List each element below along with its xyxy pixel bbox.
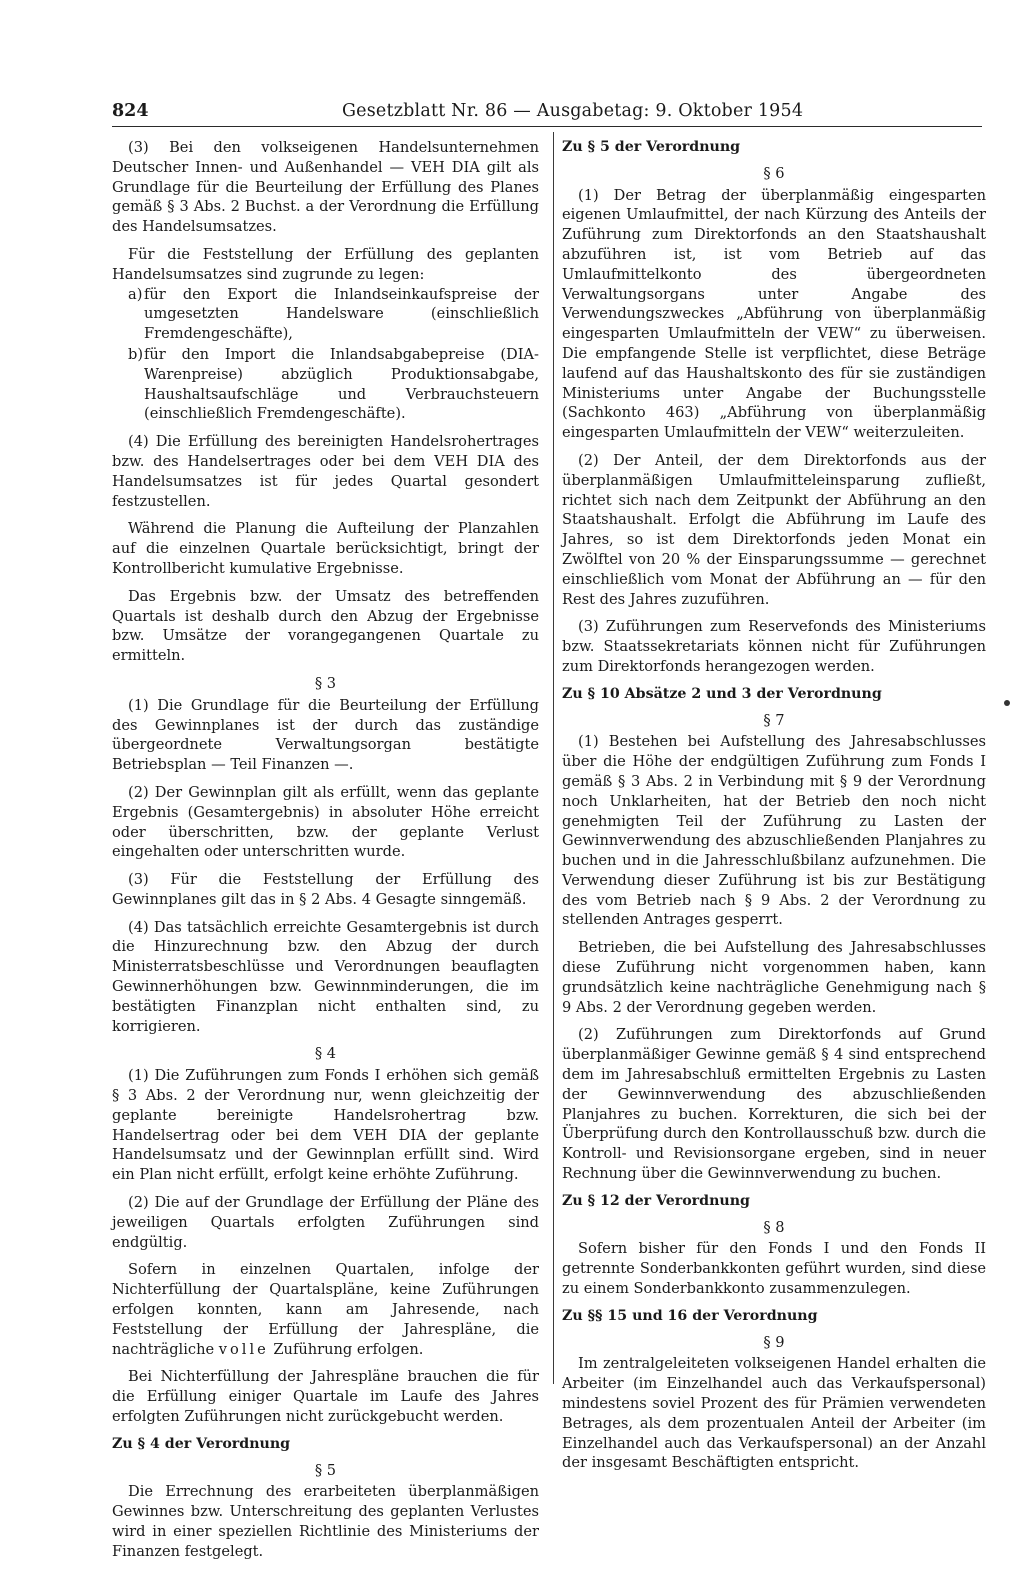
paragraph: (1) Die Zuführungen zum Fonds I erhöhen sich gemäß § 3 Abs. 2 der Verordnung nur, wenn gleichzeitig der geplante bereinigte Handelsrohertrag bzw. Handelsertrag oder bei dem VEH DIA der geplante Handelsumsatz und der Gewinnplan erfüllt sind. Wird ein Plan nicht erfüllt, erfolgt keine erhöhte Zuführung. [112, 1067, 539, 1184]
margin-mark [1004, 700, 1010, 706]
paragraph: (4) Das tatsächlich erreichte Gesamtergebnis ist durch die Hinzurechnung bzw. den Abzug der durch Ministerratsbeschlüsse und Verordnungen beauflagten Gewinnerhöhungen bzw. Gewinnminderungen, die im bestätigten Finanzplan nicht enthalten sind, zu korrigieren. [112, 918, 539, 1035]
paragraph: Das Ergebnis bzw. der Umsatz des betreffenden Quartals ist deshalb durch den Abzug der Ergebnisse bzw. Umsätze der vorangegangenen Quartale zu ermitteln. [112, 587, 539, 665]
subheading: Zu § 10 Absätze 2 und 3 der Verordnung [562, 685, 882, 702]
section-heading: § 7 [763, 711, 785, 729]
column-divider [553, 132, 554, 1384]
paragraph [112, 1260, 539, 1359]
left-column [112, 138, 539, 1570]
paragraph: Die Errechnung des erarbeiteten überplanmäßigen Gewinnes bzw. Unterschreitung des geplanten Verlustes wird in einer speziellen Richtlinie des Ministeriums der Finanzen festgelegt. [112, 1483, 539, 1560]
paragraph: Für die Feststellung der Erfüllung des geplanten Handelsumsatzes sind zugrunde zu legen: [112, 245, 539, 283]
paragraph: Betrieben, die bei Aufstellung des Jahresabschlusses diese Zuführung nicht vorgenommen haben, kann grundsätzlich keine nachträgliche Genehmigung nach § 9 Abs. 2 der Verordnung gegeben werden. [562, 939, 986, 1016]
section-heading: § 9 [763, 1333, 785, 1351]
section-heading: § 4 [314, 1045, 337, 1063]
section-heading: § 6 [763, 164, 785, 182]
section-heading: § 5 [314, 1461, 337, 1479]
header-title: Gesetzblatt Nr. 86 — Ausgabetag: 9. Oktober 1954 [342, 101, 804, 121]
subheading: Zu § 5 der Verordnung [562, 139, 741, 155]
page-header [112, 101, 986, 129]
paragraph-text: Sofern in einzelnen Quartalen, infolge der Nichterfüllung der Quartalspläne, keine Zuführungen erfolgen konnten, kann am Jahresende, nach Feststellung der Erfüllung der Jahrespläne, die nachträgliche [112, 1261, 539, 1358]
list-marker: b) [128, 345, 144, 363]
paragraph-text: Zuführung erfolgen. [273, 1340, 424, 1358]
paragraph: (2) Die auf der Grundlage der Erfüllung der Pläne des jeweiligen Quartals erfolgten Zuführungen sind endgültig. [112, 1194, 539, 1251]
paragraph: (2) Der Anteil, der dem Direktorfonds aus der überplanmäßigen Umlaufmitteleinsparung zufließt, richtet sich nach dem Zeitpunkt der Abführung an den Staatshaushalt. Erfolgt die Abführung im Laufe des Jahres, so ist dem Direktorfonds jeden Monat ein Zwölftel von 20 % der Einsparungssumme — gerechnet einschließlich vom Monat der Abführung an — für den Rest des Jahres zuzuführen. [562, 451, 986, 608]
paragraph: (4) Die Erfüllung des bereinigten Handelsrohertrages bzw. des Handelsertrages oder bei dem VEH DIA des Handelsumsatzes ist für jedes Quartal gesondert festzustellen. [112, 433, 539, 510]
list-item-text: für den Export die Inlandseinkaufspreise der umgesetzten Handelsware (einschließlich Fremdengeschäfte), [144, 285, 539, 343]
list-marker: a) [128, 285, 143, 303]
paragraph: (3) Für die Feststellung der Erfüllung des Gewinnplanes gilt das in § 2 Abs. 4 Gesagte sinngemäß. [112, 871, 539, 908]
paragraph: Im zentralgeleiteten volkseigenen Handel erhalten die Arbeiter (im Einzelhandel auch das Verkaufspersonal) mindestens soviel Prozent des für Prämien verwendeten Betrages, als dem prozentualen Anteil der Arbeiter (im Einzelhandel auch das Verkaufspersonal) an der Anzahl der insgesamt Beschäftigten entspricht. [562, 1355, 986, 1472]
paragraph: (3) Zuführungen zum Reservefonds des Ministeriums bzw. Staatssekretariats können nicht für Zuführungen zum Direktorfonds herangezogen werden. [562, 618, 986, 675]
section-heading: § 8 [763, 1218, 785, 1236]
right-column [562, 138, 986, 1481]
criteria-list [112, 285, 539, 425]
page-number: 824 [112, 101, 149, 121]
paragraph: (1) Bestehen bei Aufstellung des Jahresabschlusses über die Höhe der endgültigen Zuführung zum Fonds I gemäß § 3 Abs. 2 in Verbindung mit § 9 der Verordnung noch Unklarheiten, hat der Betrieb den noch nicht genehmigten Teil der Zuführung zu Lasten der Gewinnverwendung des abzuschließenden Planjahres zu buchen und in die Jahresschlußbilanz aufzunehmen. Die Verwendung dieser Zuführung ist bis zur Bestätigung des vom Betrieb nach § 9 Abs. 2 der Verordnung zu stellenden Antrages gesperrt. [562, 733, 986, 929]
list-item [112, 285, 539, 344]
paragraph: Während die Planung die Aufteilung der Planzahlen auf die einzelnen Quartale berücksichtigt, bringt der Kontrollbericht kumulative Ergebnisse. [112, 520, 539, 577]
subheading: Zu §§ 15 und 16 der Verordnung [562, 1307, 818, 1324]
paragraph: (2) Der Gewinnplan gilt als erfüllt, wenn das geplante Ergebnis (Gesamtergebnis) in absoluter Höhe erreicht oder überschritten, bzw. der geplante Verlust eingehalten oder unterschritten wurde. [112, 783, 539, 861]
section-heading: § 3 [314, 674, 337, 692]
list-item-text: für den Import die Inlandsabgabepreise (DIA-Warenpreise) abzüglich Produktionsabgabe, Haushaltsaufschläge und Verbrauchsteuern (einschließlich Fremdengeschäfte). [144, 345, 539, 423]
emphasized-word: volle [218, 1340, 269, 1358]
paragraph: (1) Der Betrag der überplanmäßig eingesparten eigenen Umlaufmittel, der nach Kürzung des Anteils der Zuführung zum Direktorfonds an den Staatshaushalt abzuführen ist, ist vom Betrieb auf das Umlaufmittelkonto des übergeordneten Verwaltungsorgans unter Angabe des Verwendungszweckes „Abführung von überplanmäßig eingesparten Umlaufmitteln der VEW“ zu überweisen. Die empfangende Stelle ist verpflichtet, diese Beträge laufend auf das Haushaltskonto des für sie zuständigen Ministeriums unter Angabe der Buchungsstelle (Sachkonto 463) „Abführung von überplanmäßig eingesparten Umlaufmitteln der VEW“ weiterzuleiten. [562, 186, 986, 442]
paragraph: (1) Die Grundlage für die Beurteilung der Erfüllung des Gewinnplanes ist der durch das zuständige übergeordnete Verwaltungsorgan bestätigte Betriebsplan — Teil Finanzen —. [112, 696, 539, 774]
header-rule [112, 126, 982, 127]
paragraph: Bei Nichterfüllung der Jahrespläne brauchen die für die Erfüllung einiger Quartale im Laufe des Jahres erfolgten Zuführungen nicht zurückgebucht werden. [112, 1368, 539, 1426]
paragraph: Sofern bisher für den Fonds I und den Fonds II getrennte Sonderbankkonten geführt wurden, sind diese zu einem Sonderbankkonto zusammenzulegen. [562, 1240, 986, 1298]
list-item [112, 345, 539, 424]
subheading: Zu § 4 der Verordnung [112, 1435, 291, 1452]
paragraph: (2) Zuführungen zum Direktorfonds auf Grund überplanmäßiger Gewinne gemäß § 4 sind entsprechend dem im Jahresabschluß ermittelten Ergebnis zu Lasten der Gewinnverwendung des abzuschließenden Planjahres zu buchen. Korrekturen, die sich bei der Überprüfung durch den Kontrollausschuß bzw. durch die Kontroll- und Revisionsorgane ergeben, sind in neuer Rechnung über die Gewinnverwendung zu buchen. [562, 1026, 986, 1183]
subheading: Zu § 12 der Verordnung [562, 1192, 750, 1209]
paragraph: (3) Bei den volkseigenen Handelsunternehmen Deutscher Innen- und Außenhandel — VEH DIA gilt als Grundlage für die Beurteilung der Erfüllung des Planes gemäß § 3 Abs. 2 Buchst. a der Verordnung die Erfüllung des Handelsumsatzes. [112, 139, 539, 236]
